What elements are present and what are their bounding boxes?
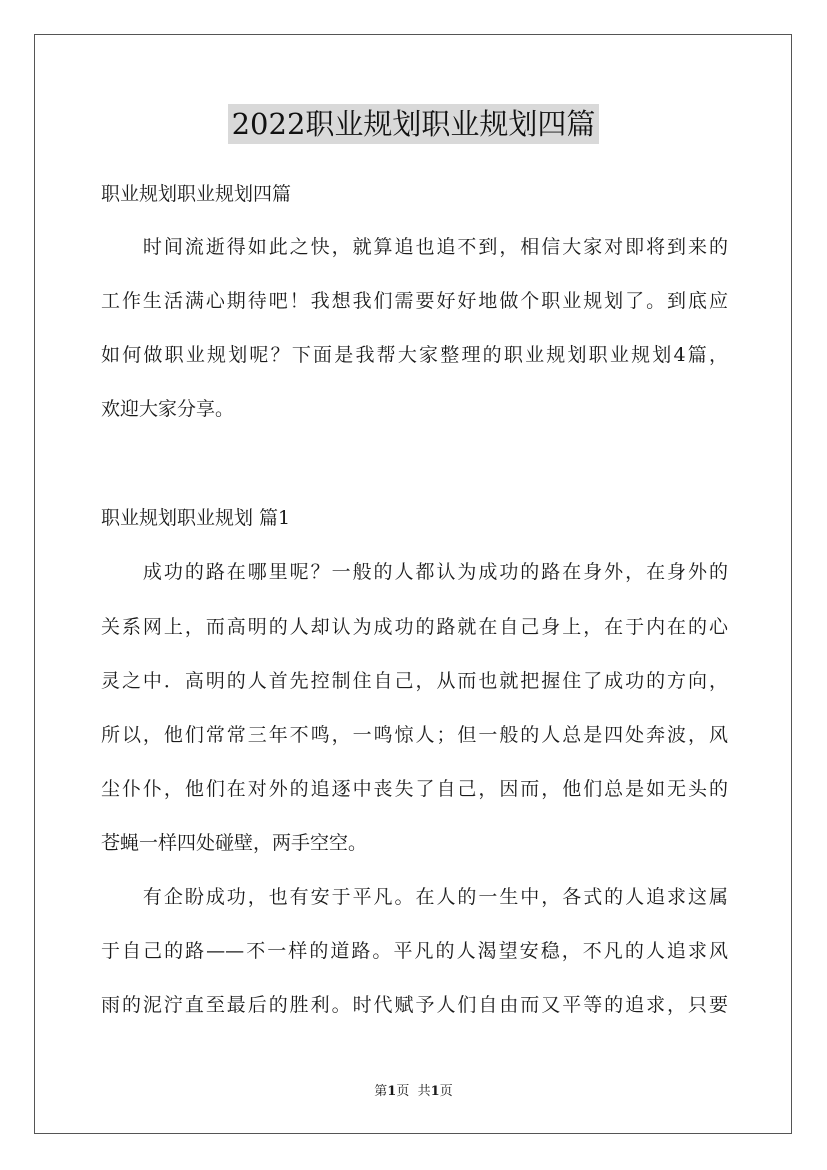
footer-total-number: 1 xyxy=(430,1084,440,1099)
document-subtitle: 职业规划职业规划四篇 xyxy=(101,183,292,205)
footer-total-suffix: 页 xyxy=(439,1084,453,1099)
footer-page-prefix: 第 xyxy=(374,1084,388,1099)
section-heading: 职业规划职业规划 篇1 xyxy=(101,507,291,529)
footer-page-suffix: 页 xyxy=(396,1084,410,1099)
intro-line: 工作生活满心期待吧！我想我们需要好好地做个职业规划了。到底应 xyxy=(101,290,728,312)
title-wrapper xyxy=(0,104,827,144)
intro-line: 欢迎大家分享。 xyxy=(101,398,235,420)
intro-line: 如何做职业规划呢？下面是我帮大家整理的职业规划职业规划4篇， xyxy=(101,344,728,366)
paragraph-line: 苍蝇一样四处碰壁，两手空空。 xyxy=(101,832,368,854)
page-footer xyxy=(0,1083,827,1101)
paragraph-line: 于自己的路——不一样的道路。平凡的人渴望安稳，不凡的人追求风 xyxy=(101,940,728,962)
paragraph-line: 所以，他们常常三年不鸣，一鸣惊人；但一般的人总是四处奔波，风 xyxy=(101,724,728,746)
paragraph-line: 有企盼成功，也有安于平凡。在人的一生中，各式的人追求这属 xyxy=(101,886,728,908)
footer-total-prefix: 共 xyxy=(417,1084,431,1099)
intro-line: 时间流逝得如此之快，就算追也追不到，相信大家对即将到来的 xyxy=(101,236,728,258)
paragraph-line: 成功的路在哪里呢？一般的人都认为成功的路在身外，在身外的 xyxy=(101,561,728,583)
footer-page-number: 1 xyxy=(387,1084,397,1099)
paragraph-line: 雨的泥泞直至最后的胜利。时代赋予人们自由而又平等的追求，只要 xyxy=(101,994,728,1016)
paragraph-line: 尘仆仆，他们在对外的追逐中丧失了自己，因而，他们总是如无头的 xyxy=(101,778,728,800)
paragraph-line: 关系网上，而高明的人却认为成功的路就在自己身上，在于内在的心 xyxy=(101,616,728,638)
document-title: 2022职业规划职业规划四篇 xyxy=(228,104,600,144)
paragraph-line: 灵之中．高明的人首先控制住自己，从而也就把握住了成功的方向， xyxy=(101,670,728,692)
